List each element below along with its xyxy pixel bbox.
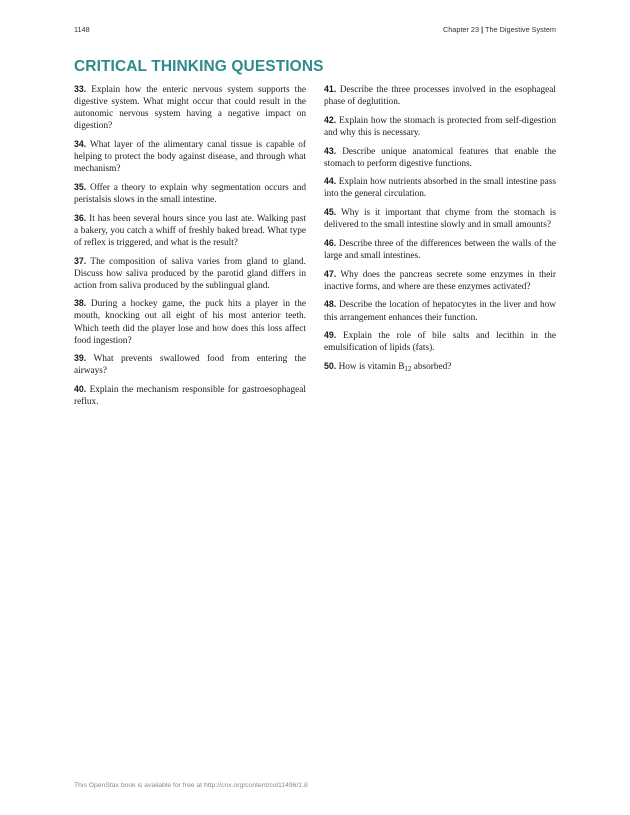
chapter-title: The Digestive System (485, 25, 556, 34)
question-47 (324, 268, 556, 293)
question-number: 46. (324, 237, 337, 248)
question-text: Offer a theory to explain why segmentation occurs and peristalsis slows in the small intestine. (74, 182, 307, 205)
question-number: 48. (324, 299, 337, 310)
question-number: 38. (74, 298, 87, 309)
question-49 (324, 329, 556, 354)
question-35 (74, 181, 306, 206)
page-number: 1148 (74, 25, 90, 34)
question-text: Explain how the stomach is protected from self-digestion and why this is necessary. (324, 115, 556, 138)
question-text: Describe three of the differences between the walls of the large and small intestines. (324, 238, 556, 261)
question-34 (74, 138, 306, 175)
page-footer: This OpenStax book is available for free at http://cnx.org/content/col11496/1.8 (74, 782, 308, 789)
question-37 (74, 255, 306, 292)
question-text: During a hockey game, the puck hits a player in the mouth, knocking out all eight of his most anterior teeth. Which teeth did the player lose and how does this loss affect food ingestion? (74, 299, 306, 346)
question-number: 49. (324, 330, 337, 341)
question-number: 42. (324, 114, 337, 125)
questions-column-left (74, 83, 306, 414)
question-number: 35. (74, 181, 87, 192)
question-text: Why does the pancreas secrete some enzymes in their inactive forms, and where are these enzymes activated? (324, 269, 556, 292)
question-43 (324, 145, 556, 170)
question-text: Explain how the enteric nervous system supports the digestive system. What might occur that could result in the autonomic nervous system having a negative impact on digestion? (74, 85, 306, 132)
question-42 (324, 114, 556, 139)
question-number: 34. (74, 138, 87, 149)
question-number: 40. (74, 384, 87, 395)
question-46 (324, 237, 556, 262)
question-number: 44. (324, 176, 337, 187)
chapter-separator: | (481, 25, 484, 34)
question-number: 41. (324, 84, 337, 94)
vitamin-subscript: 12 (404, 365, 412, 374)
question-number: 37. (74, 255, 87, 266)
question-text: Explain the mechanism responsible for gastroesophageal reflux. (74, 385, 306, 408)
question-41 (324, 83, 556, 108)
question-50 (324, 360, 556, 375)
section-title: CRITICAL THINKING QUESTIONS (74, 58, 324, 75)
question-44 (324, 175, 556, 200)
questions-column-right (324, 83, 556, 381)
question-number: 36. (74, 212, 87, 223)
question-45 (324, 206, 556, 231)
question-40 (74, 383, 306, 408)
question-text-before: How is vitamin B (338, 362, 405, 373)
question-text: Why is it important that chyme from the stomach is delivered to the small intestine slowly and in small amounts? (324, 208, 556, 231)
question-36 (74, 212, 306, 249)
chapter-label: Chapter 23 (442, 25, 480, 34)
question-text: Explain the role of bile salts and lecithin in the emulsification of lipids (fats). (324, 331, 556, 354)
question-text: What layer of the alimentary canal tissue is capable of helping to protect the body against disease, and through what mechanism? (74, 139, 307, 175)
question-text: It has been several hours since you last ate. Walking past a bakery, you catch a whiff of freshly baked bread. What type of reflex is triggered, and what is the result? (74, 213, 306, 248)
question-number: 43. (324, 145, 337, 156)
question-text: Explain how nutrients absorbed in the small intestine pass into the general circulation. (324, 177, 556, 200)
question-text: What prevents swallowed food from entering the airways? (74, 354, 307, 377)
question-number: 39. (74, 353, 87, 364)
question-text: The composition of saliva varies from gland to gland. Discuss how saliva produced by the parotid gland differs in action from saliva produced by the sublingual gland. (74, 256, 306, 291)
question-number: 33. (74, 84, 87, 94)
question-number: 45. (324, 207, 337, 218)
question-text-after: absorbed? (411, 362, 452, 373)
question-48 (324, 298, 556, 323)
question-number: 50. (324, 361, 337, 372)
question-33 (74, 83, 306, 132)
question-number: 47. (324, 268, 337, 279)
question-text: Describe the location of hepatocytes in the liver and how this arrangement enhances their function. (324, 300, 556, 323)
question-39 (74, 352, 306, 377)
question-text: Describe the three processes involved in the esophageal phase of deglutition. (324, 85, 556, 108)
chapter-heading (443, 25, 556, 34)
question-38 (74, 297, 306, 346)
question-text: Describe unique anatomical features that enable the stomach to perform digestive functions. (324, 146, 556, 169)
